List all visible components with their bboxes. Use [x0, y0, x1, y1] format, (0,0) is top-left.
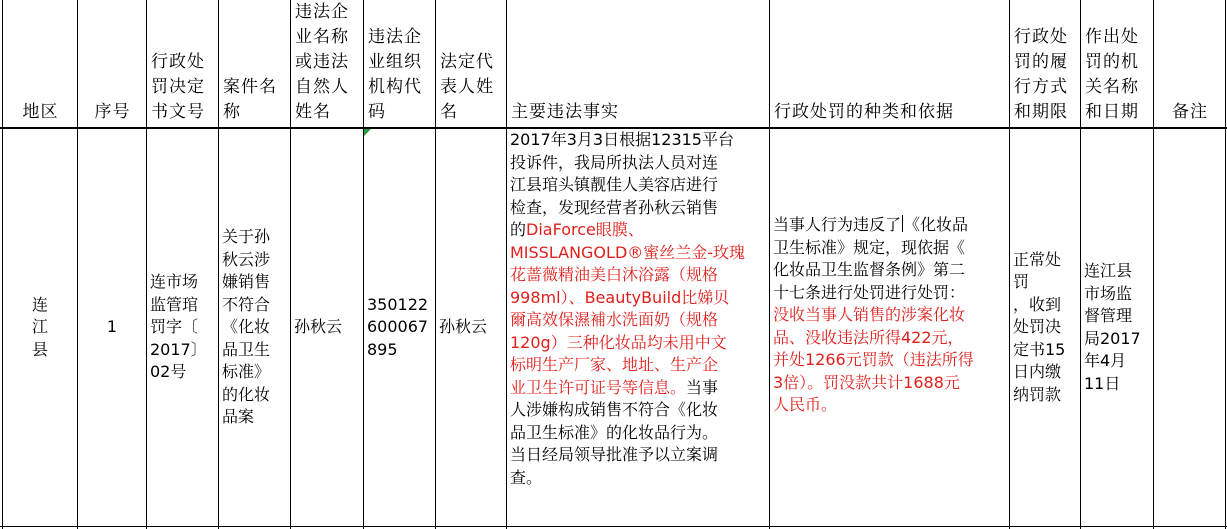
facts-text-2: 当事 人涉嫌构成销售不符合《化妆 品卫生标准》的化妆品行为。 当日经局领导批准予以立案调 查。: [510, 377, 719, 487]
header-seq: 序号: [94, 102, 131, 122]
facts-text-1: 2017年3月3日根据12315平台 投诉件，我局所执法人员对连 江县琯头镇靓佳人美容店进行 检查，发现经营者孙秋云销售 的: [510, 130, 734, 239]
header-case-name: 案件名 称: [223, 77, 277, 122]
cell-case-name: 关于孙 秋云涉 嫌销售 不符合 《化妆 品卫生 标准》 的化妆 品案: [222, 227, 271, 427]
cell-region: 连 江 县: [31, 294, 48, 359]
cell-remarks: [1154, 129, 1225, 526]
header-org-code: 违法企 业组织 机构代 码: [368, 27, 422, 122]
org-code-text: 350122 600067 895: [367, 294, 429, 359]
header-region: 地区: [22, 102, 59, 122]
cell-legal-rep: 孙秋云: [439, 317, 488, 337]
cell-execution: 正常处 罚 ，收到 处罚决 定书15 日内缴 纳罚款: [1013, 249, 1066, 404]
penalty-text-red: 没收当事人销售的涉案化妆 品、没收违法所得422元， 并处1266元罚款（违法所得 3倍）。罚没款共计1688元 人民币。: [773, 305, 974, 414]
header-legal-rep: 法定代 表人姓 名: [440, 52, 494, 122]
cell-decision-no: 连市场 监管琯 罚字〔 2017〕 02号: [150, 272, 207, 382]
penalty-text-a: 当事人行为违反了: [773, 215, 902, 234]
grid-line: [0, 526, 1227, 527]
cell-authority: 连江县 市场监 督管理 局2017 年4月 11日: [1084, 261, 1141, 393]
penalty-text-b: 《化妆品 卫生标准》规定，现依据《 化妆品卫生监督条例》第二 十七条进行处罚进行处罚：: [773, 215, 969, 302]
facts-text-red: DiaForce眼膜、 MISSLANGOLD®蜜丝兰金-玫瑰 花蔷薇精油美白沐浴露（规格 998ml）、BeautyBuild比娣贝 爾高效保濕補水洗面奶（规格 120g）三种化妆品均未用中文 标明生产厂家、地址、生产企 业卫生许可证号等信息。: [510, 220, 746, 397]
header-remarks: 备注: [1172, 102, 1208, 122]
cell-facts: [507, 129, 769, 526]
cell-penalty: [770, 214, 1009, 454]
error-indicator-icon: [364, 129, 371, 136]
header-penalty: 行政处罚的种类和依据: [774, 102, 954, 122]
header-execution: 行政处 罚的履 行方式 和期限: [1014, 27, 1068, 122]
header-authority: 作出处 罚的机 关名称 和日期: [1085, 27, 1139, 122]
header-decision-no: 行政处 罚决定 书文号: [151, 52, 205, 122]
grid-line: [1225, 0, 1226, 529]
header-violator: 违法企 业名称 或违法 自然人 姓名: [295, 2, 349, 122]
cell-org-code: [364, 129, 435, 526]
header-facts: 主要违法事实: [511, 102, 619, 122]
cell-seq: 1: [106, 317, 118, 337]
text-cursor: [902, 215, 903, 232]
cell-violator: 孙秋云: [294, 317, 343, 337]
